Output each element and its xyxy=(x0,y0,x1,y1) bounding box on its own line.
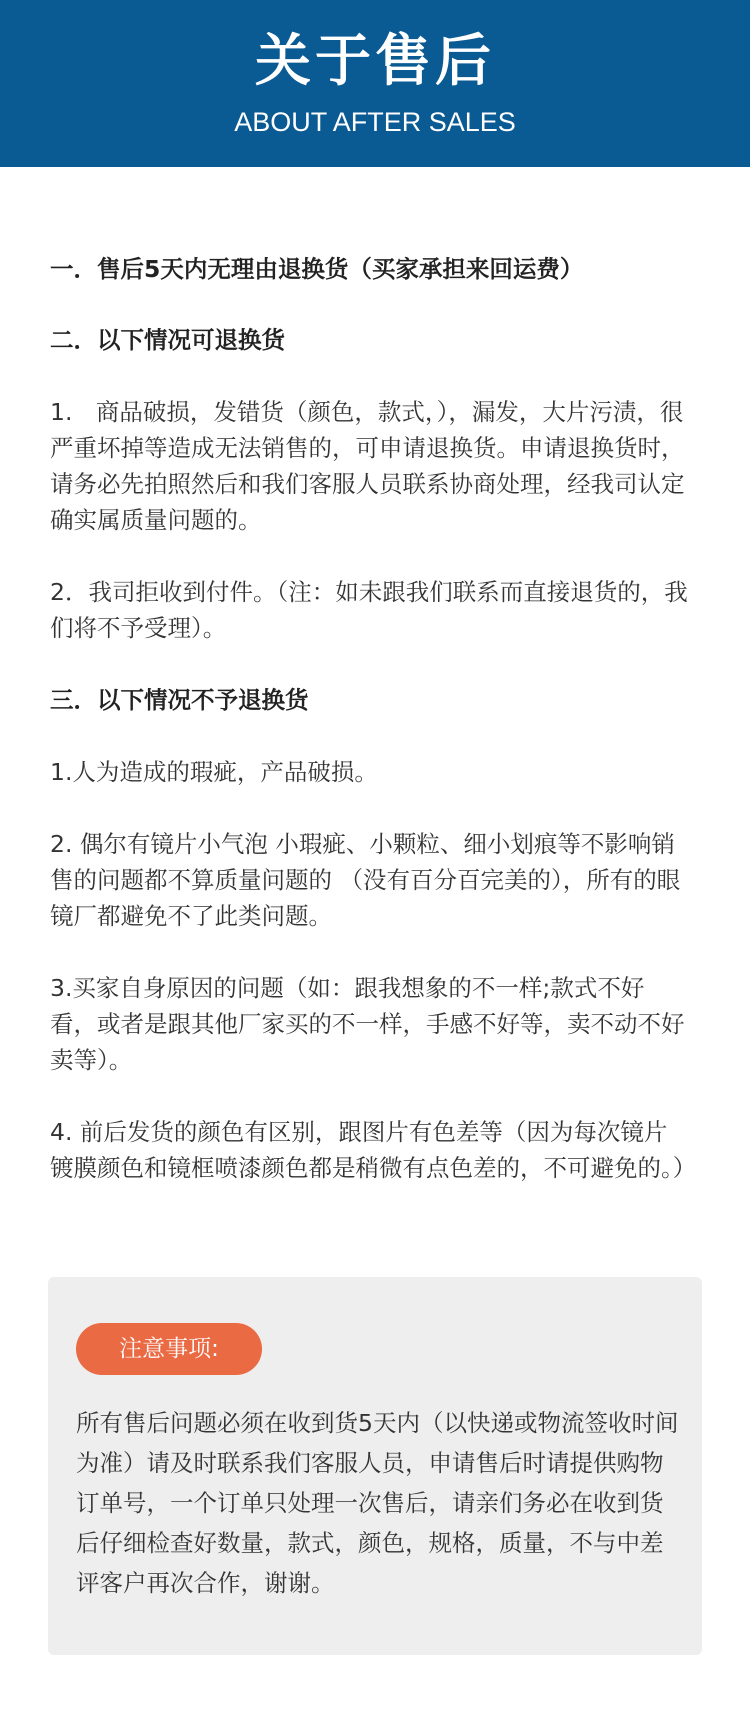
section-2-item-2: 2．我司拒收到付件。（注：如未跟我们联系而直接退货的，我们将不予受理）。 xyxy=(50,578,688,642)
section-3-item-3: 3.买家自身原因的问题（如：跟我想象的不一样;款式不好看，或者是跟其他厂家买的不一样，手感不好等，卖不动不好卖等）。 xyxy=(50,974,685,1074)
notice-box xyxy=(48,1277,702,1655)
page-subtitle: ABOUT AFTER SALES xyxy=(234,107,516,137)
page-title: 关于售后 xyxy=(255,29,495,94)
section-2-heading: 二．以下情况可退换货 xyxy=(50,326,285,354)
section-3-item-2: 2. 偶尔有镜片小气泡 小瑕疵、小颗粒、细小划痕等不影响销售的问题都不算质量问题的 （没有百分百完美的），所有的眼镜厂都避免不了此类问题。 xyxy=(50,830,681,930)
section-2-item-1: 1. 商品破损，发错货（颜色，款式，），漏发，大片污渍，很严重坏掉等造成无法销售的，可申请退换货。申请退换货时，请务必先拍照然后和我们客服人员联系协商处理，经我司认定确实属质量问题的。 xyxy=(50,398,685,534)
section-1-heading: 一．售后5天内无理由退换货（买家承担来回运费） xyxy=(50,255,584,283)
section-3-item-1: 1.人为造成的瑕疵，产品破损。 xyxy=(50,758,378,786)
notice-label-badge: 注意事项: xyxy=(76,1323,262,1375)
header-banner xyxy=(0,0,750,167)
notice-text: 所有售后问题必须在收到货5天内（以快递或物流签收时间为准）请及时联系我们客服人员，申请售后时请提供购物订单号，一个订单只处理一次售后，请亲们务必在收到货后仔细检查好数量，款式，颜色，规格，质量，不与中差评客户再次合作，谢谢。 xyxy=(76,1409,679,1597)
section-3-item-4: 4. 前后发货的颜色有区别，跟图片有色差等（因为每次镜片镀膜颜色和镜框喷漆颜色都是稍微有点色差的，不可避免的。） xyxy=(50,1118,697,1182)
section-3-heading: 三．以下情况不予退换货 xyxy=(50,686,309,714)
